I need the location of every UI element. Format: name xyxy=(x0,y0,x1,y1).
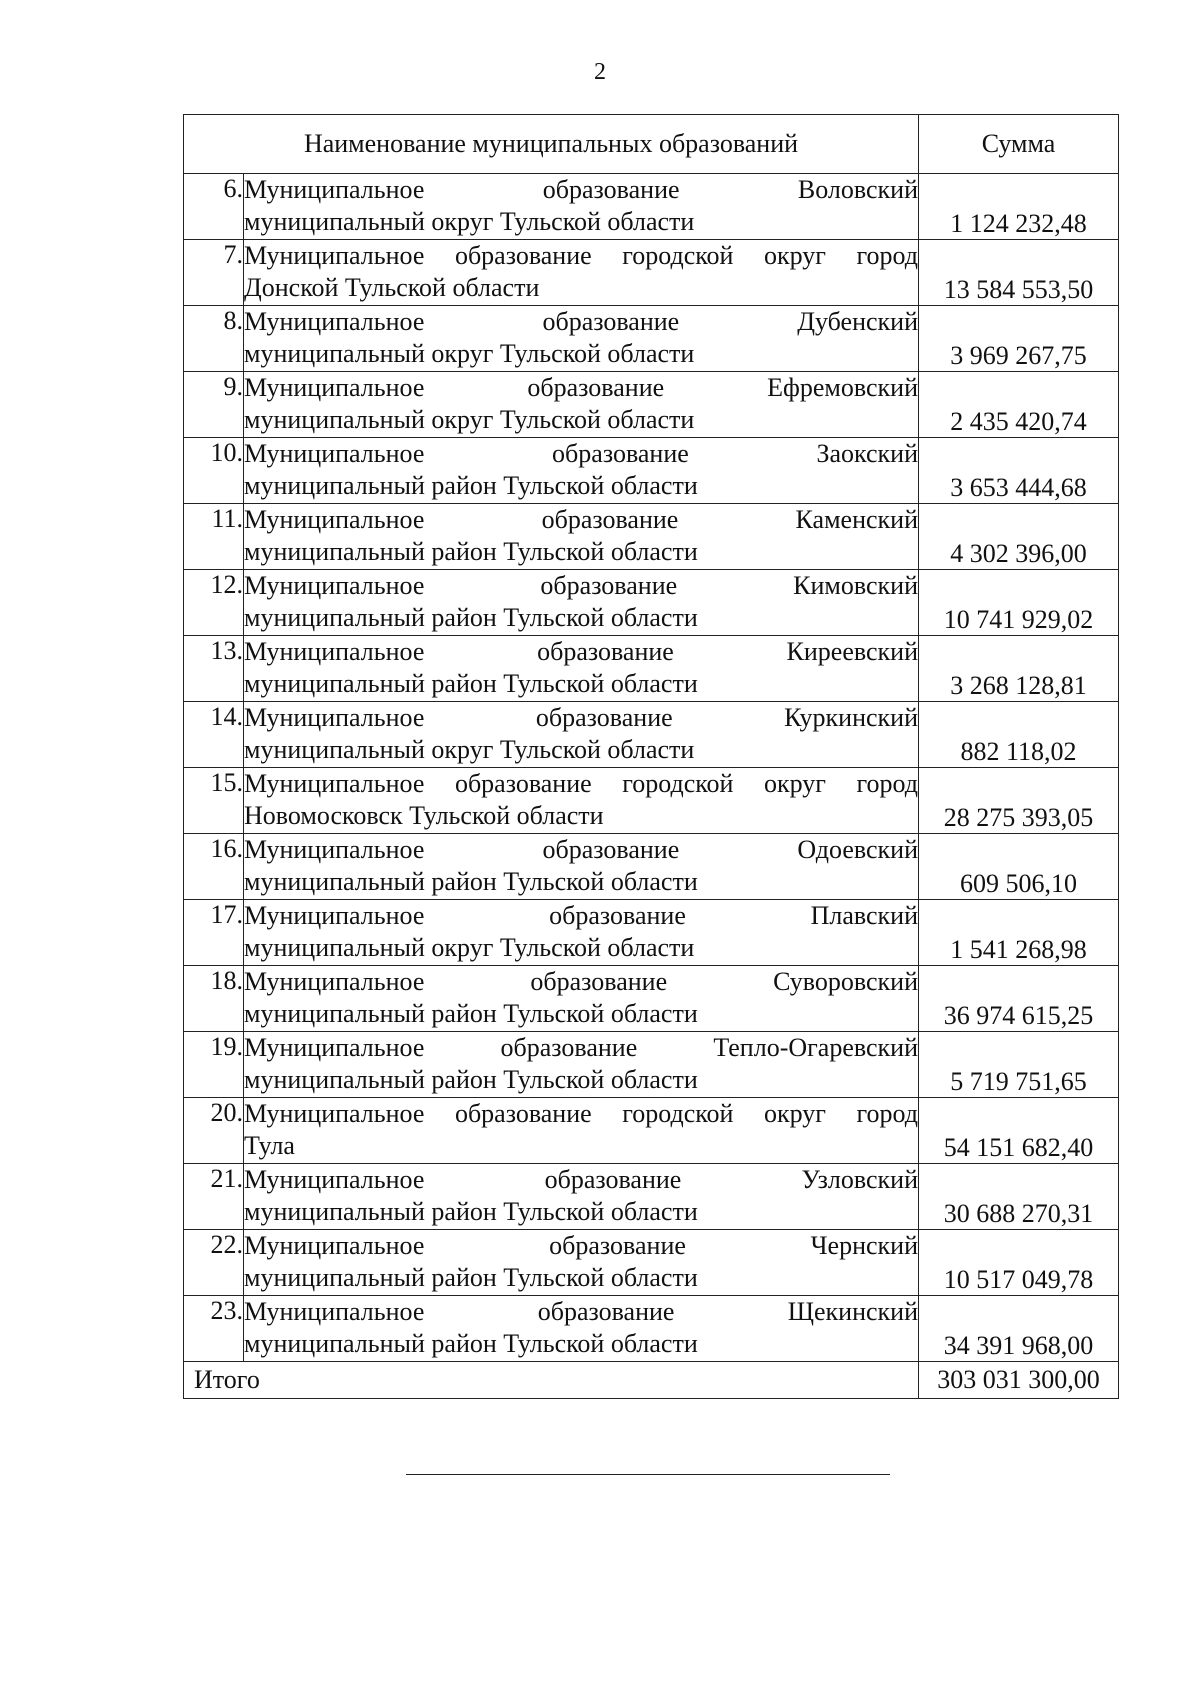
table-row xyxy=(184,372,1119,438)
municipality-name-line2: Донской Тульской области xyxy=(244,273,540,302)
row-number: 13. xyxy=(184,636,244,702)
municipality-name xyxy=(244,504,919,570)
row-number: 10. xyxy=(184,438,244,504)
table-row xyxy=(184,438,1119,504)
table-row xyxy=(184,636,1119,702)
municipality-name-line2: муниципальный округ Тульской области xyxy=(244,735,695,764)
municipality-name-line1: Муниципальное образование Узловский xyxy=(244,1165,918,1194)
row-number: 8. xyxy=(184,306,244,372)
municipality-name xyxy=(244,1230,919,1296)
municipality-name-line2: Новомосковск Тульской области xyxy=(244,801,604,830)
municipality-name xyxy=(244,306,919,372)
municipality-name-line1: Муниципальное образование Куркинский xyxy=(244,703,918,732)
municipality-name-line2: муниципальный округ Тульской области xyxy=(244,405,695,434)
row-sum: 13 584 553,50 xyxy=(919,240,1119,306)
total-sum: 303 031 300,00 xyxy=(919,1362,1119,1399)
row-sum: 10 517 049,78 xyxy=(919,1230,1119,1296)
municipality-name-line1: Муниципальное образование Каменский xyxy=(244,505,918,534)
row-number: 21. xyxy=(184,1164,244,1230)
total-row xyxy=(184,1362,1119,1399)
row-sum: 10 741 929,02 xyxy=(919,570,1119,636)
municipality-name-line1: Муниципальное образование Воловский xyxy=(244,175,918,204)
row-sum: 4 302 396,00 xyxy=(919,504,1119,570)
row-sum: 609 506,10 xyxy=(919,834,1119,900)
municipality-name-line1: Муниципальное образование Ефремовский xyxy=(244,373,918,402)
row-sum: 54 151 682,40 xyxy=(919,1098,1119,1164)
row-sum: 28 275 393,05 xyxy=(919,768,1119,834)
row-sum: 2 435 420,74 xyxy=(919,372,1119,438)
row-sum: 3 268 128,81 xyxy=(919,636,1119,702)
municipality-name-line1: Муниципальное образование Суворовский xyxy=(244,967,918,996)
row-sum: 1 541 268,98 xyxy=(919,900,1119,966)
table-row xyxy=(184,834,1119,900)
municipality-name-line1: Муниципальное образование Заокский xyxy=(244,439,918,468)
municipality-name-line2: муниципальный район Тульской области xyxy=(244,1197,698,1226)
municipality-name xyxy=(244,174,919,240)
row-sum: 36 974 615,25 xyxy=(919,966,1119,1032)
municipality-name xyxy=(244,372,919,438)
municipality-name-line1: Муниципальное образование Щекинский xyxy=(244,1297,918,1326)
table-row xyxy=(184,1230,1119,1296)
municipality-name-line1: Муниципальное образование Тепло-Огаревский xyxy=(244,1033,918,1062)
row-number: 6. xyxy=(184,174,244,240)
row-number: 20. xyxy=(184,1098,244,1164)
municipality-name-line2: муниципальный район Тульской области xyxy=(244,537,698,566)
row-sum: 1 124 232,48 xyxy=(919,174,1119,240)
header-name-cell: Наименование муниципальных образований xyxy=(184,115,919,174)
municipality-name-line1: Муниципальное образование Одоевский xyxy=(244,835,918,864)
municipality-name-line1: Муниципальное образование городской округ город xyxy=(244,1099,918,1128)
municipality-name-line2: муниципальный округ Тульской области xyxy=(244,339,695,368)
municipality-name-line2: муниципальный район Тульской области xyxy=(244,999,698,1028)
table-row xyxy=(184,768,1119,834)
table-row xyxy=(184,1098,1119,1164)
municipality-name-line2: муниципальный район Тульской области xyxy=(244,1065,698,1094)
municipality-name-line2: муниципальный округ Тульской области xyxy=(244,207,695,236)
municipality-name-line2: муниципальный район Тульской области xyxy=(244,669,698,698)
municipality-name-line1: Муниципальное образование Кимовский xyxy=(244,571,918,600)
row-number: 14. xyxy=(184,702,244,768)
row-number: 15. xyxy=(184,768,244,834)
row-number: 18. xyxy=(184,966,244,1032)
row-number: 19. xyxy=(184,1032,244,1098)
municipality-name-line2: Тула xyxy=(244,1131,295,1160)
table-body xyxy=(184,174,1119,1399)
end-of-document-line xyxy=(406,1474,890,1475)
municipality-name xyxy=(244,900,919,966)
row-number: 9. xyxy=(184,372,244,438)
table-row xyxy=(184,1296,1119,1362)
row-number: 12. xyxy=(184,570,244,636)
municipality-name xyxy=(244,438,919,504)
row-sum: 30 688 270,31 xyxy=(919,1164,1119,1230)
municipality-name-line1: Муниципальное образование Плавский xyxy=(244,901,918,930)
table-row xyxy=(184,702,1119,768)
municipality-name xyxy=(244,570,919,636)
row-number: 23. xyxy=(184,1296,244,1362)
row-sum: 34 391 968,00 xyxy=(919,1296,1119,1362)
municipality-name xyxy=(244,1164,919,1230)
municipality-name xyxy=(244,1296,919,1362)
row-sum: 3 969 267,75 xyxy=(919,306,1119,372)
municipality-name xyxy=(244,1032,919,1098)
table-row xyxy=(184,1164,1119,1230)
municipality-name-line2: муниципальный район Тульской области xyxy=(244,1329,698,1358)
page-number: 2 xyxy=(594,59,606,85)
table-row xyxy=(184,306,1119,372)
row-sum: 882 118,02 xyxy=(919,702,1119,768)
row-number: 17. xyxy=(184,900,244,966)
row-number: 22. xyxy=(184,1230,244,1296)
row-sum: 5 719 751,65 xyxy=(919,1032,1119,1098)
municipality-name xyxy=(244,966,919,1032)
table-header-row xyxy=(184,115,1119,174)
municipality-name xyxy=(244,636,919,702)
municipality-name-line1: Муниципальное образование Дубенский xyxy=(244,307,918,336)
municipality-name xyxy=(244,834,919,900)
total-label: Итого xyxy=(184,1362,919,1399)
table-row xyxy=(184,900,1119,966)
municipality-name-line2: муниципальный район Тульской области xyxy=(244,603,698,632)
municipality-name xyxy=(244,702,919,768)
table-row xyxy=(184,1032,1119,1098)
row-number: 16. xyxy=(184,834,244,900)
table-row xyxy=(184,504,1119,570)
municipality-name-line1: Муниципальное образование городской округ город xyxy=(244,769,918,798)
table-row xyxy=(184,570,1119,636)
municipality-name-line2: муниципальный район Тульской области xyxy=(244,867,698,896)
table-row xyxy=(184,174,1119,240)
municipality-name-line1: Муниципальное образование городской округ город xyxy=(244,241,918,270)
header-sum-cell: Сумма xyxy=(919,115,1119,174)
municipality-name-line2: муниципальный район Тульской области xyxy=(244,1263,698,1292)
municipality-name-line2: муниципальный округ Тульской области xyxy=(244,933,695,962)
row-number: 7. xyxy=(184,240,244,306)
municipality-name-line1: Муниципальное образование Киреевский xyxy=(244,637,918,666)
municipality-name-line2: муниципальный район Тульской области xyxy=(244,471,698,500)
row-sum: 3 653 444,68 xyxy=(919,438,1119,504)
row-number: 11. xyxy=(184,504,244,570)
municipality-name xyxy=(244,240,919,306)
municipality-name xyxy=(244,1098,919,1164)
municipality-name-line1: Муниципальное образование Чернский xyxy=(244,1231,918,1260)
table-row xyxy=(184,966,1119,1032)
allocation-table xyxy=(183,114,1119,1399)
municipality-name xyxy=(244,768,919,834)
table-row xyxy=(184,240,1119,306)
